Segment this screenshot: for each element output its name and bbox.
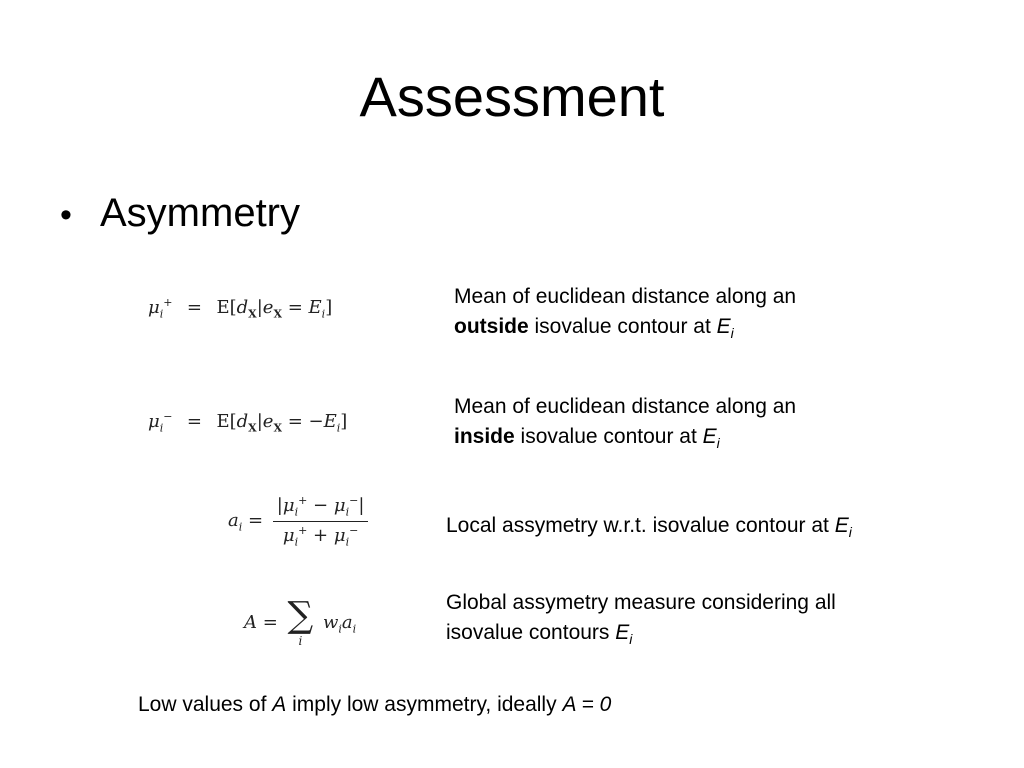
description-text: isovalue contour at <box>514 425 703 448</box>
fraction <box>273 494 369 548</box>
description-local-asymmetry <box>446 511 852 547</box>
description-line <box>454 312 796 348</box>
variable-e: E <box>716 315 731 338</box>
variable-subscript: i <box>629 631 633 648</box>
formula-mu-minus: $\mu_i^- = E[d_X|e_X = -E_i]$ <box>148 410 348 435</box>
description-line: Mean of euclidean distance along an <box>454 285 797 308</box>
variable-subscript: i <box>716 435 720 452</box>
bullet-dot-icon: • <box>60 196 72 234</box>
formula-mu-plus: $\mu_i^+ = E[d_X|e_X = E_i]$ <box>148 296 333 321</box>
description-mu-minus <box>454 392 796 458</box>
bullet-item <box>60 188 300 240</box>
variable-subscript: i <box>848 524 852 541</box>
description-text: isovalue contour at <box>528 315 717 338</box>
footer-prefix: Low values of <box>138 693 273 716</box>
description-global-asymmetry <box>446 588 836 654</box>
footer-note <box>138 690 611 720</box>
description-line: Global assymetry measure considering all <box>446 591 836 614</box>
footer-ideal-value: A = 0 <box>562 693 612 716</box>
fraction-numerator: $|\mu_i^+ - \mu_i^-|$ <box>273 494 369 522</box>
slide-title: Assessment <box>359 65 665 128</box>
bullet-text: Asymmetry <box>100 191 300 235</box>
footer-variable-a: A <box>272 693 287 716</box>
formula-local-asymmetry: $a_i$ = $\frac{|\mu_i^+ - \mu_i^-|}{\mu_i^+ + \mu_i^-}$ <box>228 494 368 548</box>
summation <box>287 595 314 648</box>
variable-subscript: i <box>730 325 734 342</box>
emphasis-outside: outside <box>454 315 529 338</box>
sigma-icon: ∑ <box>287 595 314 636</box>
footer-middle: imply low asymmetry, ideally <box>286 693 563 716</box>
emphasis-inside: inside <box>454 425 515 448</box>
description-mu-plus <box>454 282 796 348</box>
variable-e: E <box>834 514 849 537</box>
variable-e: E <box>702 425 717 448</box>
formula-global-asymmetry: A = ∑ i $w_ia_i$ <box>244 595 357 648</box>
description-text: isovalue contours <box>446 621 616 644</box>
description-text: Local assymetry w.r.t. isovalue contour at <box>446 514 835 537</box>
description-line: Mean of euclidean distance along an <box>454 395 797 418</box>
description-line <box>446 618 836 654</box>
variable-e: E <box>615 621 630 644</box>
description-line <box>454 422 796 458</box>
summation-index: i <box>298 634 303 648</box>
fraction-denominator: $\mu_i^+ + \mu_i^-$ <box>282 523 359 549</box>
